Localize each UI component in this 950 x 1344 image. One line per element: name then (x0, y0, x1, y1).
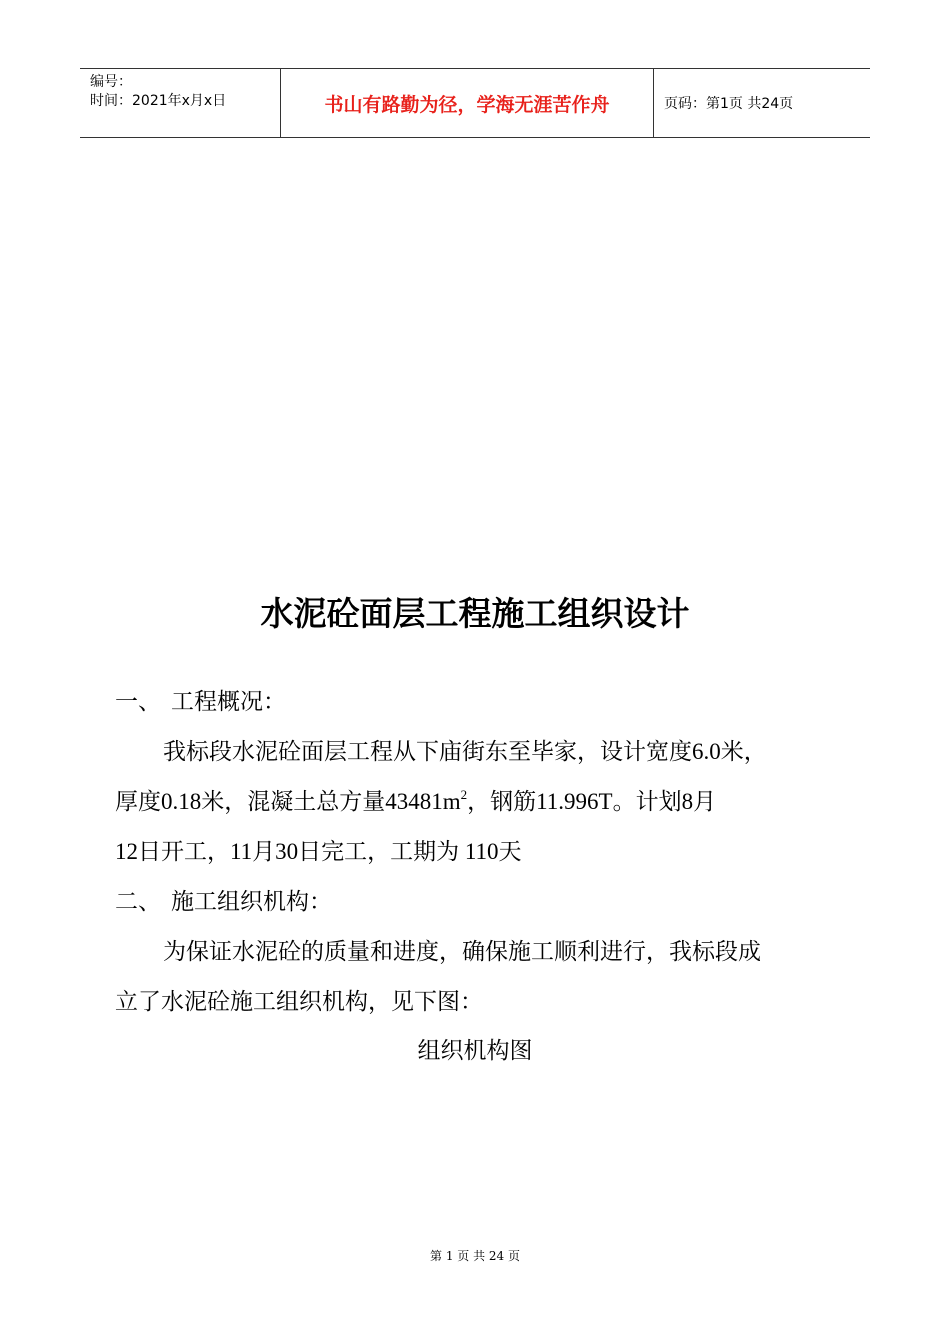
time-label: 时间：2021年x月x日 (90, 93, 227, 109)
section-heading-2 (115, 883, 332, 916)
section-number: 二、 (115, 889, 161, 914)
superscript: 2 (460, 787, 468, 802)
page-code: 页码：第1页 共24页 (664, 96, 794, 112)
paragraph-line: 为保证水泥砼的质量和进度，确保施工顺利进行，我标段成 (163, 939, 761, 964)
header-table (80, 68, 870, 138)
section-title: 工程概况： (171, 689, 286, 714)
motto: 书山有路勤为径，学海无涯苦作舟 (324, 93, 610, 116)
document-title: 水泥砼面层工程施工组织设计 (260, 594, 690, 633)
section-number: 一、 (115, 689, 161, 714)
header-info-cell (80, 69, 281, 137)
header-motto-cell (281, 69, 654, 137)
paragraph-line: 立了水泥砼施工组织机构，见下图： (115, 989, 483, 1014)
paragraph-line: 我标段水泥砼面层工程从下庙街东至毕家，设计宽度6.0米， (163, 739, 767, 764)
figure-caption: 组织机构图 (417, 1038, 533, 1063)
number-label: 编号： (90, 74, 132, 90)
page-footer: 第 1 页 共 24 页 (430, 1249, 520, 1263)
section-heading-1 (115, 683, 286, 716)
paragraph-line: 厚度0.18米，混凝土总方量$43481m^2$，钢筋11.996T。计划8月 (115, 787, 717, 814)
header-page-cell (654, 69, 870, 137)
paragraph-line: 12日开工，11月30日完工，工期为 110天 (115, 839, 522, 864)
section-title: 施工组织机构： (171, 889, 332, 914)
